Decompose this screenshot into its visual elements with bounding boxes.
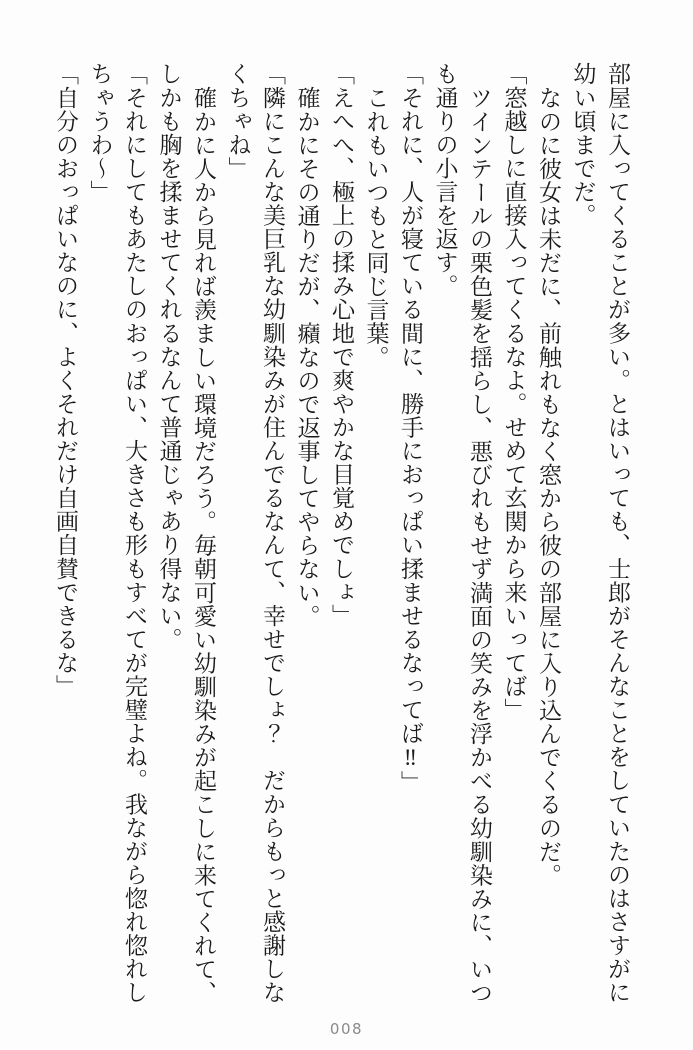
novel-paragraph-dialogue: 「隣にこんな美巨乳な幼馴染みが住んでるなんて、幸せでしょ？ だからもっと感謝しなくちゃね」 bbox=[225, 62, 285, 1004]
novel-text-area bbox=[47, 62, 634, 1012]
page-number: 008 bbox=[329, 1020, 364, 1038]
novel-paragraph: これもいつもと同じ言葉。 bbox=[363, 85, 389, 369]
novel-paragraph: なのに彼女は未だに、前触れもなく窓から彼の部屋に入り込んでくるのだ。 bbox=[536, 85, 561, 887]
novel-paragraph-dialogue: 「それにしてもあたしのおっぱい、大きさも形もすべてが完璧よね。我ながら惚れ惚れしちゃうわ～」 bbox=[87, 62, 147, 1004]
novel-paragraph: 部屋に入ってくることが多い。とはいっても、士郎がそんなことをしていたのはさすがに幼い頃までだ。 bbox=[570, 62, 630, 1004]
novel-paragraph-dialogue: 「それに、人が寝ている間に、勝手におっぱい揉ませるなってば‼」 bbox=[398, 62, 423, 795]
novel-paragraph: 確かに人から見れば羨ましい環境だろう。毎朝可愛い幼馴染みが起こしに来てくれて、しかも胸を揉ませてくれるなんて普通じゃあり得ない。 bbox=[156, 62, 216, 1004]
novel-paragraph: ツインテールの栗色髪を揺らし、悪びれもせず満面の笑みを浮かべる幼馴染みに、いつも通りの小言を返す。 bbox=[432, 62, 492, 1004]
novel-paragraph: 確かにその通りだが、癪なので返事してやらない。 bbox=[294, 85, 320, 628]
novel-paragraph-dialogue: 「窓越しに直接入ってくるなよ。せめて玄関から来いってば」 bbox=[501, 62, 527, 722]
novel-paragraph-dialogue: 「自分のおっぱいなのに、よくそれだけ自画自賛できるな」 bbox=[53, 62, 78, 698]
novel-paragraph-dialogue: 「えへへ、極上の揉み心地で爽やかな目覚めでしょ」 bbox=[329, 62, 354, 628]
